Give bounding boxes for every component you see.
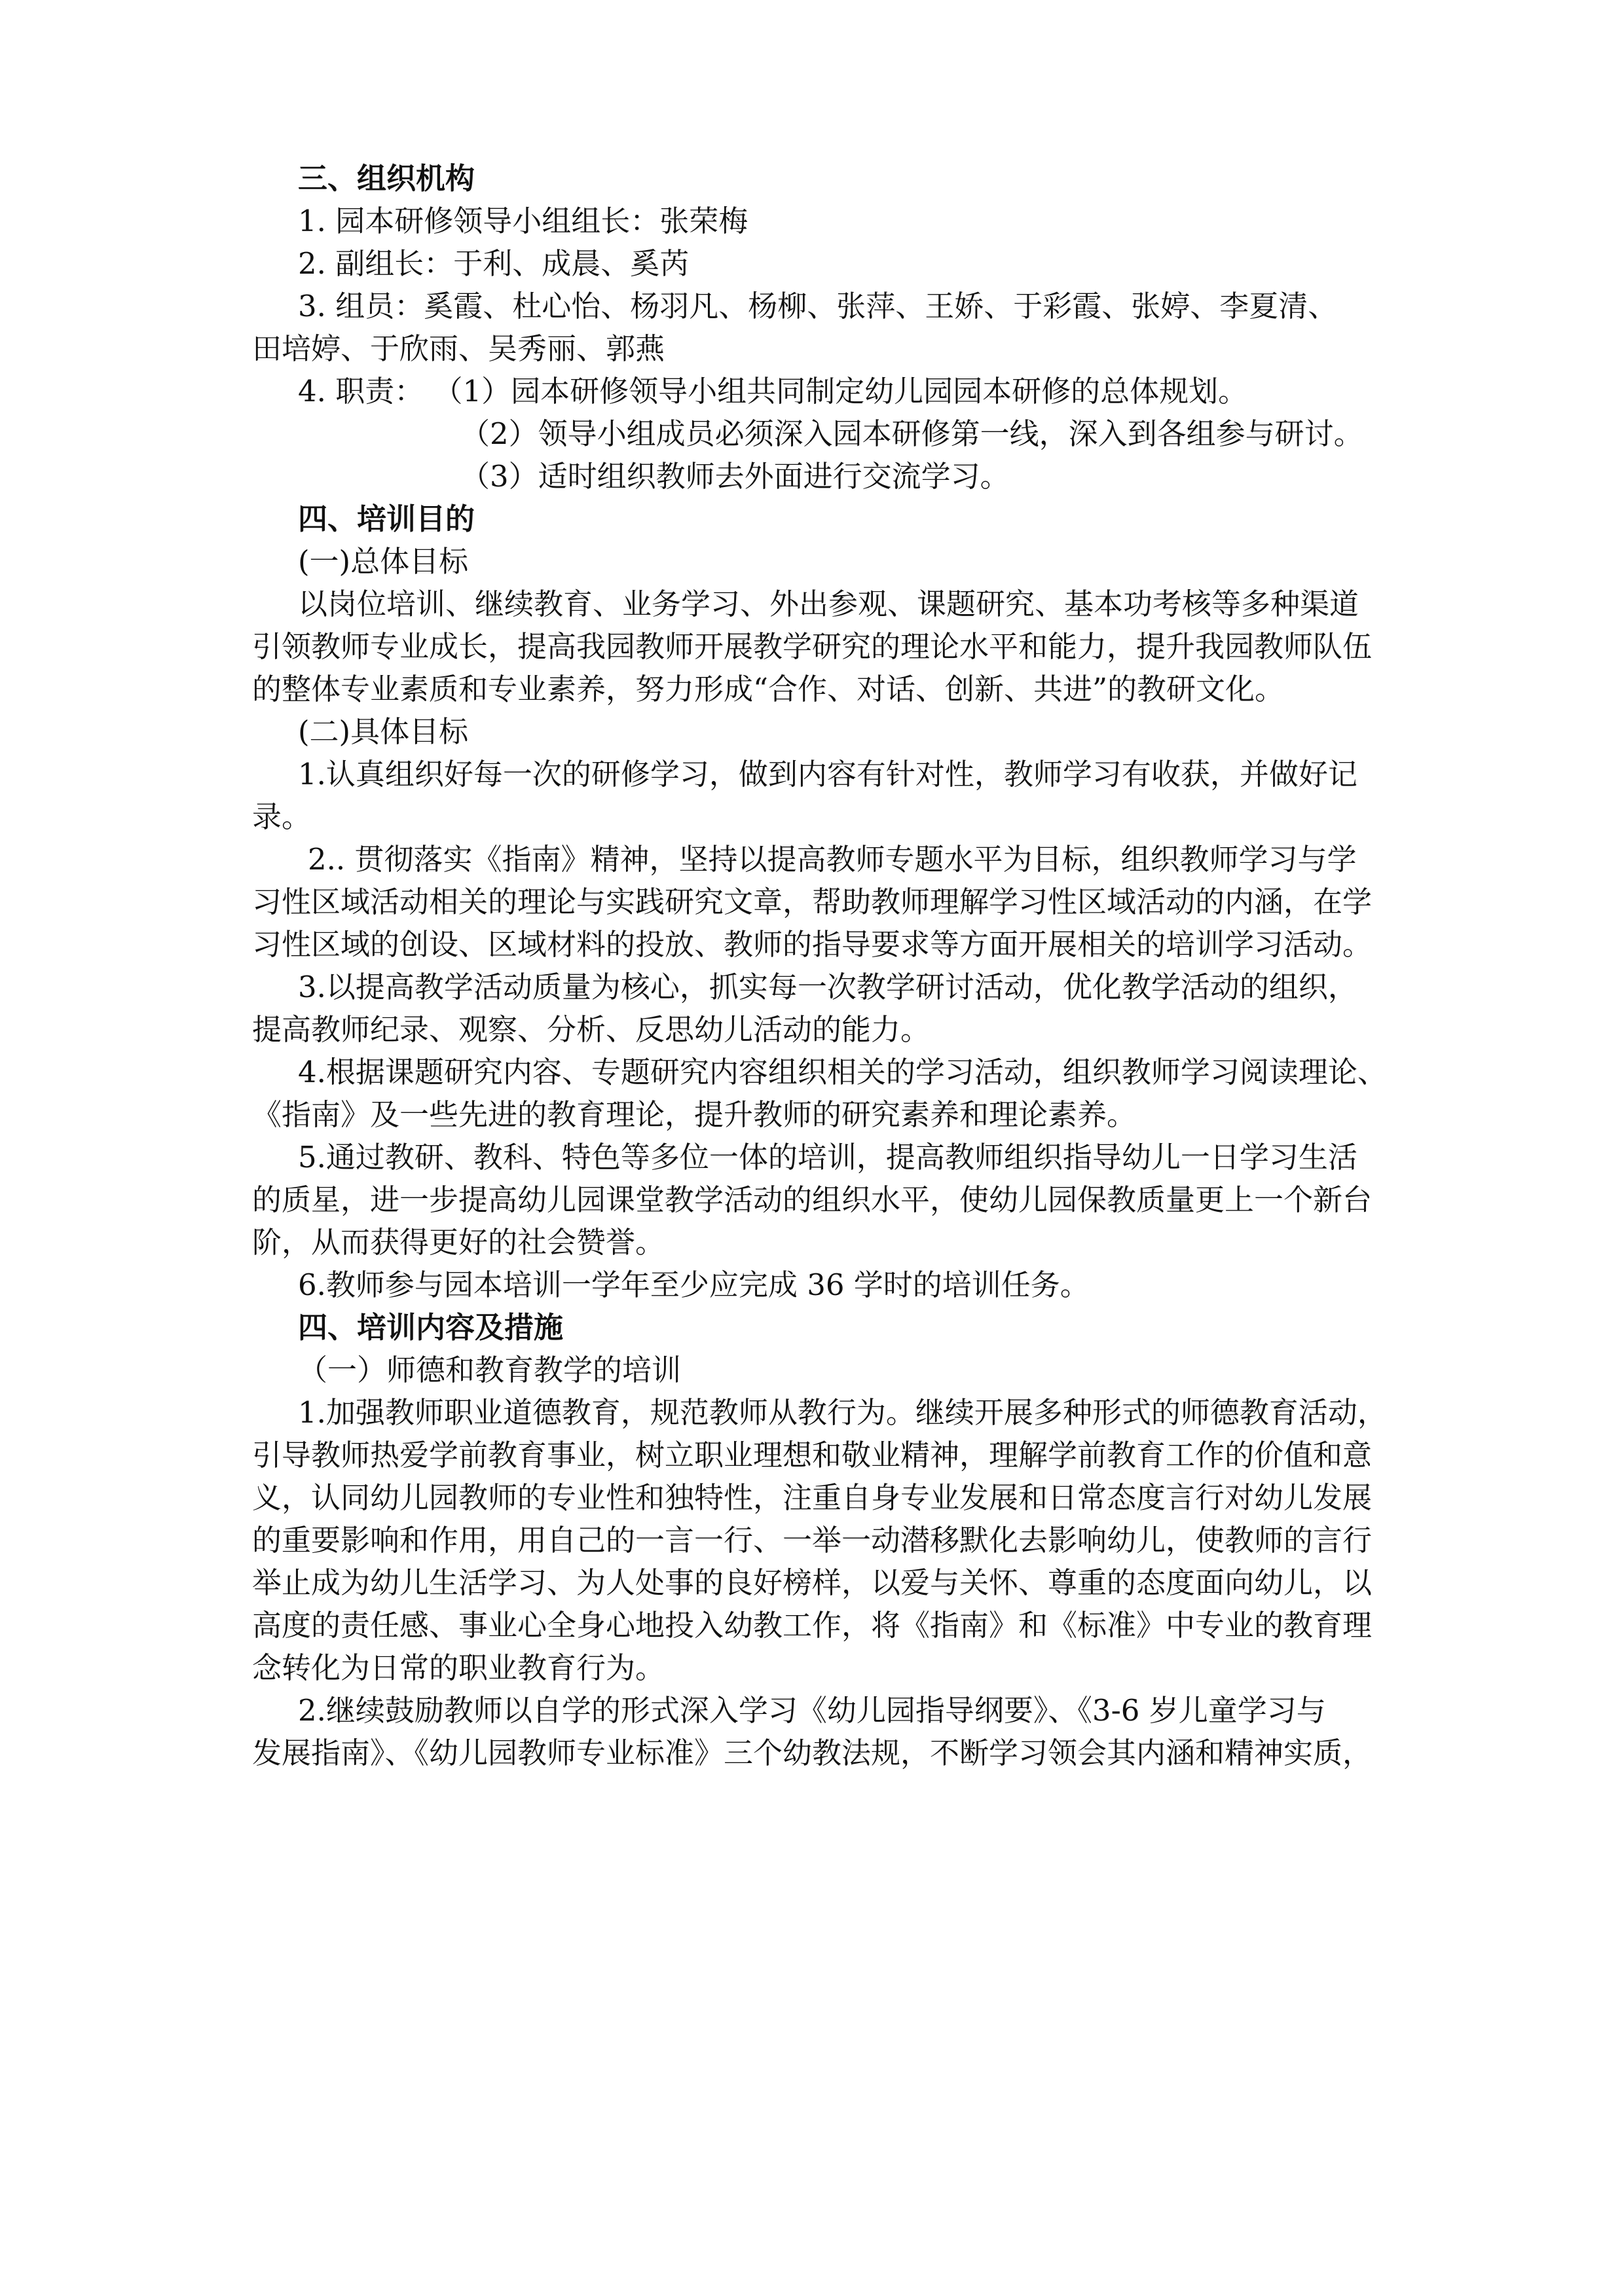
paragraph-line: （3）适时组织教师去外面进行交流学习。 (460, 459, 1010, 494)
paragraph-line: 3.以提高教学活动质量为核心，抓实每一次教学研讨活动，优化教学活动的组织， (298, 970, 1357, 1004)
subsection-heading: （一）师德和教育教学的培训 (298, 1353, 682, 1387)
paragraph-line: 1. 园本研修领导小组组长：张荣梅 (298, 204, 748, 238)
paragraph-line: 习性区域活动相关的理论与实践研究文章，帮助教师理解学习性区域活动的内涵，在学 (252, 884, 1373, 919)
section-heading-organization: 三、组织机构 (298, 161, 475, 196)
paragraph-line: 阶，从而获得更好的社会赞誉。 (252, 1225, 665, 1260)
paragraph-line: 3. 组员：奚霞、杜心怡、杨羽凡、杨柳、张萍、王娇、于彩霞、张婷、李夏清、 (298, 289, 1338, 323)
paragraph-line: 5.通过教研、教科、特色等多位一体的培训，提高教师组织指导幼儿一日学习生活 (298, 1140, 1357, 1175)
paragraph-line: 引导教师热爱学前教育事业，树立职业理想和敬业精神，理解学前教育工作的价值和意 (252, 1438, 1373, 1472)
paragraph-line: 义，认同幼儿园教师的专业性和独特性，注重自身专业发展和日常态度言行对幼儿发展 (252, 1480, 1373, 1515)
paragraph-line: 念转化为日常的职业教育行为。 (252, 1650, 665, 1685)
paragraph-line: 录。 (252, 799, 312, 834)
paragraph-line: 2. 副组长：于利、成晨、奚芮 (298, 246, 690, 281)
paragraph-line: 田培婷、于欣雨、吴秀丽、郭燕 (252, 331, 665, 366)
paragraph-line: 提高教师纪录、观察、分析、反思幼儿活动的能力。 (252, 1012, 931, 1047)
paragraph-line: 的整体专业素质和专业素养，努力形成“合作、对话、创新、共进”的教研文化。 (252, 672, 1285, 706)
paragraph-line: 高度的责任感、事业心全身心地投入幼教工作，将《指南》和《标准》中专业的教育理 (252, 1608, 1373, 1643)
paragraph-line: （2）领导小组成员必须深入园本研修第一线，深入到各组参与研讨。 (460, 416, 1363, 451)
paragraph-line: 的重要影响和作用，用自己的一言一行、一举一动潜移默化去影响幼儿，使教师的言行 (252, 1523, 1373, 1558)
paragraph-line: 1.认真组织好每一次的研修学习，做到内容有针对性，教师学习有收获，并做好记 (298, 757, 1357, 792)
section-heading-training-goals: 四、培训目的 (298, 501, 475, 536)
paragraph-line: 习性区域的创设、区域材料的投放、教师的指导要求等方面开展相关的培训学习活动。 (252, 927, 1373, 962)
paragraph-line: 的质星，进一步提高幼儿园课堂教学活动的组织水平，使幼儿园保教质量更上一个新台 (252, 1182, 1373, 1217)
document-body (252, 157, 1460, 1774)
paragraph-line: 4.根据课题研究内容、专题研究内容组织相关的学习活动，组织教师学习阅读理论、 (298, 1055, 1387, 1089)
paragraph-line: 2.继续鼓励教师以自学的形式深入学习《幼儿园指导纲要》、《3-6 岁儿童学习与 (298, 1693, 1326, 1728)
paragraph-line: 发展指南》、《幼儿园教师专业标准》三个幼教法规，不断学习领会其内涵和精神实质， (252, 1736, 1373, 1770)
paragraph-line: 《指南》及一些先进的教育理论，提升教师的研究素养和理论素养。 (252, 1097, 1137, 1132)
subsection-heading: (一)总体目标 (298, 544, 469, 579)
section-heading-training-content: 四、培训内容及措施 (298, 1310, 564, 1345)
paragraph-line: 1.加强教师职业道德教育，规范教师从教行为。继续开展多种形式的师德教育活动， (298, 1395, 1387, 1430)
subsection-heading: (二)具体目标 (298, 714, 469, 749)
paragraph-line: 以岗位培训、继续教育、业务学习、外出参观、课题研究、基本功考核等多种渠道 (298, 587, 1359, 621)
paragraph-line: 举止成为幼儿生活学习、为人处事的良好榜样，以爱与关怀、尊重的态度面向幼儿，以 (252, 1565, 1373, 1600)
paragraph-line: 2.. 贯彻落实《指南》精神，坚持以提高教师专题水平为目标，组织教师学习与学 (308, 842, 1357, 877)
paragraph-line: 引领教师专业成长，提高我园教师开展教学研究的理论水平和能力，提升我园教师队伍 (252, 629, 1373, 664)
paragraph-line: 6.教师参与园本培训一学年至少应完成 36 学时的培训任务。 (298, 1267, 1090, 1302)
paragraph-line: 4. 职责： （1）园本研修领导小组共同制定幼儿园园本研修的总体规划。 (298, 374, 1248, 409)
